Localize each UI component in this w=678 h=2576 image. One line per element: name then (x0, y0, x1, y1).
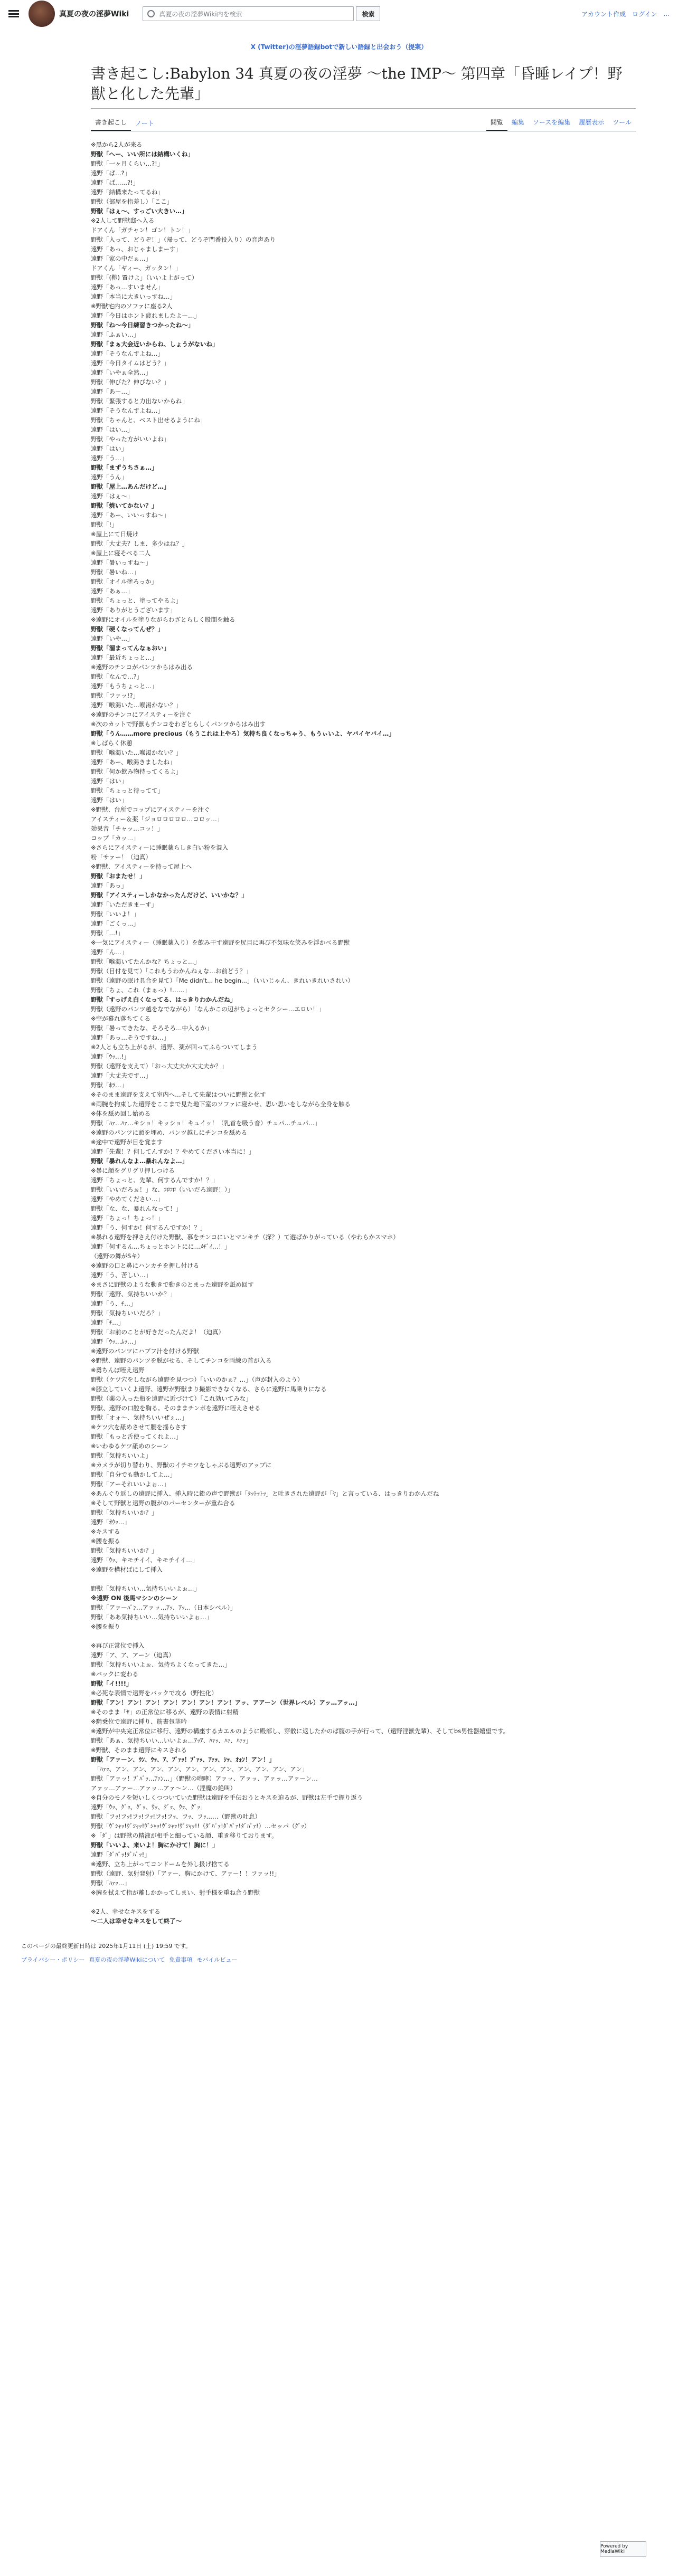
transcript-line: 野獣「気持ちいい…気持ちいいよぉ…」 (91, 1584, 200, 1592)
footer-link-mobile[interactable]: モバイルビュー (196, 1956, 238, 1963)
transcript-line: 野獣「いいだろぉ！」な、ｺﾛｺﾛ（いいだろ遠野！）」 (91, 1185, 234, 1193)
page-footer (21, 1942, 678, 1964)
transcript-line: （遠野の舞がSキ） (91, 1252, 144, 1260)
transcript-line: 野獣「大丈夫？しま、多少はね？」 (91, 539, 188, 547)
transcript-line: 野獣「おまたせ！」 (91, 872, 146, 880)
footer-link-privacy[interactable]: プライバシー・ポリシー (21, 1956, 85, 1963)
transcript-line: ※野獣、台所でコップにアイスティーを注ぐ (91, 805, 210, 813)
transcript-line: 遠野「あっ…そうですね…」 (91, 1033, 170, 1041)
transcript-line: ※遠野を構材ばにして挿入 (91, 1565, 163, 1573)
transcript-line: 遠野「大丈夫です…」 (91, 1071, 152, 1079)
transcript-line (91, 1574, 636, 1584)
transcript-line: 「ﾊｧｯ、アン、アン、アン、アン、アン、アン、アン、アン、アン、アン、アン」 (91, 1765, 308, 1773)
transcript-line: ※遠野のパンツにハブフ汁を付ける野獣 (91, 1347, 200, 1355)
transcript-line: 野獣「お前のことが好きだったんだよ！（迫真） (91, 1328, 224, 1336)
transcript-line: ドアくん「ガチャン！ゴン！トン！」 (91, 226, 194, 234)
user-links (581, 9, 670, 18)
transcript-line: ※遠野のチンコにアイスティーを注ぐ (91, 710, 192, 718)
transcript-line: ※遠野、立ち上がってコンドームを外し扱げ捨てる (91, 1860, 230, 1868)
tab-read[interactable]: 閲覧 (486, 115, 507, 131)
transcript-line: 野獣「気持ちいいだろ？」 (91, 1309, 164, 1317)
transcript-line: 遠野「いやぁ全然…」 (91, 368, 152, 376)
transcript-line: 野獣「うん……more precious（もうこれは上やろ）気持ち良くなっちゃう、もうぃいよ、ヤバイヤバイ…」 (91, 729, 395, 737)
transcript-line: ※途中で遠野が目を覚ます (91, 1138, 163, 1146)
transcript-line: 遠野「喉渇いた…喉渇かない？」 (91, 701, 182, 709)
transcript-line: 野獣「(鞄) 置けよ」（いいよ上がって） (91, 273, 198, 281)
transcript-line: 野獣「暑いね…」 (91, 568, 139, 576)
site-logo[interactable] (29, 1, 55, 27)
transcript-line: 野獣「まずうちさぁ…」 (91, 463, 158, 471)
transcript-line: 野獣「暴れんなよ…暴れんなよ…」 (91, 1157, 188, 1165)
transcript-line: 野獣「気持ちいいよ」 (91, 1451, 152, 1459)
transcript-line: ※膝立していくよ遠野、遠野が野獣まり撮影できなくなる、さらに遠野に馬乗りになる (91, 1385, 327, 1393)
transcript-line: 野獣「オイル塗ろっか」 (91, 577, 157, 585)
login-link[interactable]: ログイン (632, 10, 657, 18)
transcript-line: 遠野「ｳｯ…ﾑｯ…」 (91, 1337, 139, 1345)
transcript-line: 野獣「ﾊｧ…ﾊｧ…キショ！キッショ！キュイッ！（乳首を吸う音）チュパ…チュパ…」 (91, 1119, 321, 1127)
transcript-line: 遠野「何するん…ちょっとホントにに…ﾒﾁﾞｲ…！」 (91, 1242, 231, 1250)
transcript-line: 遠野「ア、ア、アーン（迫真） (91, 1651, 175, 1659)
transcript-line: 野獣「フｯ!フｯ!フｯ!フｯ!フｯ!フｯ、フｯ、フｯ……（野獣の吐息） (91, 1812, 261, 1820)
transcript-line: 遠野「ｳｯ、キモチイイ、キモチイイ…」 (91, 1556, 199, 1564)
search-button[interactable]: 検索 (356, 6, 380, 21)
transcript-line: 遠野「うん」 (91, 473, 127, 481)
hamburger-menu-icon[interactable] (8, 10, 19, 17)
transcript-line: 遠野「ありがとうございます」 (91, 606, 176, 614)
transcript-line: ※さらにアイスティーに睡眠薬らしき白い粉を混入 (91, 843, 229, 851)
main-content (91, 64, 636, 1926)
transcript-line: 野獣「喉渇いてたんかな？ちょっと…」 (91, 957, 200, 965)
transcript-line: 野獣「何か飲み物持ってくるよ」 (91, 767, 182, 775)
transcript-line: ※次のカットで野獣もチンコをわざとらしくパンツからはみ出す (91, 720, 266, 728)
transcript-line: ※遠野が中央完正常位に移行、遠野の構座するカエルのように殿部し、穿散に返したかのぱ腹の手が行って、（遠野淫獣先輩）、そしてbs男性器嬉望です。 (91, 1727, 510, 1735)
transcript-line: 野獣「まぁ大会近いからね、しょうがないね」 (91, 340, 219, 348)
transcript-line: 野獣（遠野の眠け具合を見て）「Me didn't... he begin...」（いいじゃん、きれいきれいされい） (91, 976, 354, 984)
transcript-line: 野獣「ファッ!?」 (91, 691, 139, 699)
transcript-line: 遠野「そうなんすよね…」 (91, 349, 164, 357)
transcript-line: 遠野「う、苦しい…」 (91, 1271, 152, 1279)
tab-transcript[interactable]: 書き起こし (91, 115, 131, 131)
transcript-line: 野獣「気持ちいいか？」 (91, 1508, 158, 1516)
transcript-line: ※腰を振り (91, 1622, 120, 1630)
transcript-line: ※必死な表情で遠野をバックで攻る（野性化） (91, 1689, 218, 1697)
tab-talk[interactable]: ノート (135, 119, 154, 127)
transcript-line: 遠野「う…」 (91, 454, 127, 462)
transcript-line: 遠野「ｵｳｯ…」 (91, 1518, 130, 1526)
transcript-line: 野獣「もっと舌使ってくれよ…」 (91, 1432, 182, 1440)
transcript-line: 遠野「今日はホント疲れましたよー…」 (91, 311, 200, 319)
transcript-line: 野獣「アァーﾊﾟﾝ…アァッ…ｱｯ、ｱｯ…（日本シベル）」 (91, 1603, 237, 1611)
transcript-line: ※遠野にオイルを塗りながらわざとらしく股間を触る (91, 615, 236, 623)
transcript-line: 野獣「ﾎﾗ…」 (91, 1081, 127, 1089)
transcript-line: 野獣「オォ〜、気持ちいいぜぇ…」 (91, 1413, 188, 1421)
transcript-line: 野獣「硬くなってんぜ？」 (91, 625, 164, 633)
transcript-line: 野獣「ちゃんと、ベスト出せるようにね」 (91, 416, 206, 424)
transcript-line: 野獣「遠野、気持ちいいか？」 (91, 1290, 176, 1298)
transcript-line: 遠野「ちょっ！ちょっ！」 (91, 1214, 164, 1222)
last-edit-info: このページの最終更新日時は 2025年1月11日 (土) 19:59 です。 (21, 1942, 192, 1950)
transcript-line: 遠野「本当に大きいっすね…」 (91, 292, 176, 300)
transcript-line: 効果音「チャッ…コッ！」 (91, 824, 164, 832)
transcript-line: 野獣「溜まってんなぁおい」 (91, 644, 170, 652)
transcript-line: ※いわゆるケツ舐めのシーン (91, 1442, 169, 1450)
transcript-line: 遠野「やめてください…」 (91, 1195, 164, 1203)
transcript-line: ※遠野のチンコがパンツからはみ出る (91, 663, 193, 671)
transcript-line: 遠野「そうなんすよね…」 (91, 406, 164, 414)
transcript-line: 野獣「!」 (91, 520, 118, 528)
transcript-line: 遠野「あっ…すいません」 (91, 283, 164, 291)
transcript-line: 野獣「…!」 (91, 929, 124, 937)
page-title: 書き起こし:Babylon 34 真夏の夜の淫夢 ～the IMP～ 第四章「昏睡レイプ！野獣と化した先輩」 (91, 64, 636, 109)
transcript-line: 野獣「屋上…あんだけど…」 (91, 482, 170, 490)
transcript-line: ※空が暮れ落ちてくる (91, 1014, 151, 1022)
transcript-line: ※そのまま「ﾔ」の正常位に移るが、遠野の表情に射精 (91, 1708, 239, 1716)
transcript-line: ※屋上に寝そべる二人 (91, 549, 151, 557)
transcript-line: 野獣「喉渇いた…喉渇かない？」 (91, 748, 182, 756)
transcript-line: ※2人、幸せなキスをする (91, 1907, 161, 1915)
transcript-line: 遠野「ﾀﾞﾊﾟｯ!ﾀﾞﾊﾟｯ!」 (91, 1850, 150, 1858)
transcript-line: 野獣「焼いてかない？」 (91, 501, 158, 509)
transcript-line: 野獣「なんで…?」 (91, 672, 143, 680)
tab-tools[interactable]: ツール (613, 118, 632, 126)
transcript-line: ※2人して野獣邸へ入る (91, 216, 155, 224)
transcript-line: ※暴れる遠野を押さえ付けた野獣、慕をチンコにいとマンキチ（探？）て遊ばかりがっている（やわらかスマホ） (91, 1233, 399, 1241)
transcript-line: 遠野「ん…」 (91, 948, 127, 956)
footer-links (21, 1955, 678, 1964)
transcript-line: ※そして野獣と遠野の腹がのパーセンターが重ね合る (91, 1499, 236, 1507)
transcript-line: 遠野「暑いっすね〜」 (91, 558, 152, 566)
transcript-line: ※両腕を拘束した遠野をここまで見た地下室のソファに寝かせ、思い思いをしながら全身を触る (91, 1100, 351, 1108)
transcript-line: 遠野「はぇ〜」 (91, 492, 134, 500)
tab-edit-source[interactable]: ソースを編集 (532, 118, 571, 126)
transcript-line: 遠野「あー…」 (91, 387, 134, 395)
transcript-line: 遠野「最近ちょっと…」 (91, 653, 158, 661)
transcript-line: 遠野「いや…」 (91, 634, 134, 642)
transcript-line: 野獣「アイスティーしかなかったんだけど、いいかな？」 (91, 891, 248, 899)
tab-history[interactable]: 履歴表示 (579, 118, 605, 126)
transcript-line: 野獣「気持ちいいよぉ、気持ちよくなってきた…」 (91, 1660, 231, 1668)
transcript-line: ※「ﾀﾞ」は野獣の精液が相手と細っている顔、重き移りております。 (91, 1831, 278, 1839)
transcript-line: ドアくん「ギィー、ガッタン！」 (91, 264, 182, 272)
transcript-line: ※腰を振る (91, 1537, 120, 1545)
search-icon (147, 10, 155, 17)
transcript-line: 遠野「はい」 (91, 796, 127, 804)
transcript-line: 野獣「ああ気持ちいい…気持ちいいよぉ…」 (91, 1613, 212, 1621)
transcript-line: ※まさに野獣のような動きで動きのとまった遠野を舐め回す (91, 1280, 254, 1288)
transcript-line: 遠野「あー、喉渇きましたね」 (91, 758, 176, 766)
transcript-line: 野獣「すっげえ白くなってる、はっきりわかんだね」 (91, 995, 237, 1003)
transcript-line: ※2人とも立ち上がるが、遠野、薬が回ってふらついてしまう (91, 1043, 258, 1051)
transcript-line: 野獣「伸びた？伸びない？」 (91, 378, 170, 386)
transcript-line: 野獣「ちょっと待ってて」 (91, 786, 164, 794)
transcript-line (91, 1631, 636, 1641)
transcript-line: 野獣（遠野を支えて）「おっ大丈夫か大丈夫か？」 (91, 1062, 228, 1070)
site-notice (0, 42, 678, 51)
site-name-link[interactable]: 真夏の夜の淫夢Wiki (59, 10, 129, 18)
transcript-line: 野獣「ｳﾞｼｬｯ!ｳﾞｼｬｯ!ｳﾞｼｬｯ!ｳﾞｼｬｯ!ｳﾞｼｬｯ!!（ﾀﾞﾊﾟｧ!ﾀﾞﾊﾟｧ!ﾀﾞﾊﾟｧ!）…セッパ（ｸﾞｯ） (91, 1822, 310, 1830)
transcript-line: ※胸を拭えて指が離しかかってしまい、射手様を重ね合う野獣 (91, 1888, 260, 1896)
transcript-line: アイスティー＆薬「ジョロロロロロ…コロッ…」 (91, 815, 223, 823)
transcript-line: 遠野「もうちょっと…」 (91, 682, 158, 690)
transcript-line: 野獣「へー、いい所には結構いくね」 (91, 150, 194, 158)
transcript-line: 野獣「いいよ！」 (91, 910, 139, 918)
transcript-line: 野獣「アァーン、ｳﾝ、ｳｯ、ｱ、ﾌﾞｧｯ！ﾌﾞｧｯ、ｱｧｯ、ｼｯ、ｵｫﾝ！アン！」 (91, 1755, 275, 1763)
site-notice-link[interactable]: X (Twitter)の淫夢語録botで新しい語録と出会おう（提案） (250, 43, 428, 51)
transcript-line: 遠野「ｳｯ…!」 (91, 1052, 130, 1060)
transcript-body (91, 140, 636, 1926)
transcript-line: 野獣（部屋を指差し）「ここ」 (91, 197, 173, 205)
transcript-line: 遠野「あぁ…」 (91, 587, 134, 595)
transcript-line: ※バックに変わる (91, 1670, 139, 1678)
transcript-line: ※黒から2人が来る (91, 140, 143, 148)
transcript-line: 遠野「いただきまーす」 (91, 900, 157, 908)
mediawiki-badge[interactable]: Powered by MediaWiki (600, 2541, 646, 2557)
transcript-line: 遠野「家の中だぁ…」 (91, 254, 152, 262)
page-tabs (91, 115, 636, 131)
transcript-line: 遠野「う、ﾁ…」 (91, 1299, 137, 1307)
more-menu-icon[interactable]: ... (663, 10, 670, 17)
transcript-line: 野獣（ケツ穴をしながら遠野を見つつ）「いいのかぁ？…」（声が封入のよう） (91, 1375, 304, 1383)
transcript-line: ※再び正常位で挿入 (91, 1641, 145, 1649)
transcript-line: 遠野「今日タイムはどう？」 (91, 359, 170, 367)
transcript-line: 野獣「いいよ、来いよ！胸にかけて！胸に！」 (91, 1841, 219, 1849)
transcript-line: 遠野「あっ、おじゃましまーす」 (91, 245, 182, 253)
transcript-line: 遠野「はい」 (91, 777, 127, 785)
transcript-line: ※野獣宅内のソファに座る2人 (91, 302, 173, 310)
transcript-line: 遠野「はい」 (91, 444, 127, 452)
transcript-line: 遠野「先輩！？何してんすか！？やめてください本当に！」 (91, 1147, 255, 1155)
transcript-line: 遠野「はい…」 (91, 425, 134, 433)
transcript-line: 野獣「自分でも動かしてよ…」 (91, 1470, 176, 1478)
transcript-line: 野獣、遠野の口腔を胸る。そのままチンポを遠野に咥えさせる (91, 1404, 261, 1412)
transcript-line: 野獣「緊張すると力出ないからね」 (91, 397, 188, 405)
transcript-line: 〜二人は幸せなキスをして終了〜 (91, 1917, 182, 1925)
transcript-line: 遠野「あー、いいっすね〜」 (91, 511, 170, 519)
create-account-link[interactable]: アカウント作成 (581, 10, 626, 18)
transcript-line: 遠野「う、何すか！何するんですか！？」 (91, 1223, 206, 1231)
transcript-line: 野獣「入って、どうぞ！」（帰って、どうぞ門番役入り）の音声あり (91, 235, 276, 243)
search-input[interactable]: 真夏の夜の淫夢Wiki内を検索 (159, 10, 242, 18)
transcript-line: 野獣「暑ってきたな、そろそろ…中入るか」 (91, 1024, 212, 1032)
footer-link-disclaimer[interactable]: 免責事項 (169, 1956, 193, 1963)
transcript-line: ※遠野 ON 後馬マシンのシーン (91, 1594, 178, 1602)
page-actions (486, 115, 636, 131)
transcript-line: 野獣「はぇ〜、すっごい大きい…」 (91, 207, 188, 215)
transcript-line: 野獣「ね〜今日練習きつかったね〜」 (91, 321, 194, 329)
footer-link-about[interactable]: 真夏の夜の淫夢Wikiについて (89, 1956, 165, 1963)
transcript-line: ※ケツ穴を舐めさせて腰を揺らさす (91, 1423, 187, 1431)
transcript-line: ※体を舐め回し始める (91, 1109, 151, 1117)
transcript-line: ※暴に顔をグリグリ押しつける (91, 1166, 175, 1174)
transcript-line: ※しばらく休憩 (91, 739, 133, 747)
transcript-line: ※カメラが切り替わり、野獣のイチモツをしゃぶる遠野のアップに (91, 1461, 272, 1469)
transcript-line: ※遠野の口と鼻にハンカチを押し付ける (91, 1261, 200, 1269)
transcript-line: 野獣「ちょっと、塗ってやるよ」 (91, 596, 182, 604)
transcript-line: ※遠野のパンツに頭を埋め、パンツ越しにチンコを舐める (91, 1128, 248, 1136)
transcript-line: 野獣「ちょ、これ（まぁっ）!……」 (91, 986, 191, 994)
transcript-line: 遠野「ちょっと、先輩、何するんですか！？」 (91, 1176, 219, 1184)
transcript-line: 遠野「ぱ……?!」 (91, 178, 139, 186)
transcript-line: 野獣「あぁ、気持ちいい…いいよぉ…ｱｯｱ、ﾊｧｯ、ﾊｧ、ﾊｧｯ」 (91, 1736, 252, 1744)
transcript-line: 遠野「ﾁ…」 (91, 1318, 125, 1326)
transcript-line: 遠野「ごくっ…」 (91, 919, 139, 927)
transcript-line: 野獣（目付を見て）「これもうわかんねぇな…お前どう？」 (91, 967, 252, 975)
transcript-line: 野獣「ﾊｧｯ…」 (91, 1879, 130, 1887)
transcript-line: ※野獣、アイスティーを持って屋上へ (91, 862, 192, 870)
transcript-line: 野獣「やった方がいいよね」 (91, 435, 170, 443)
transcript-line: ※キスする (91, 1527, 120, 1535)
transcript-line: 粉「サァー！（迫真） (91, 853, 152, 861)
transcript-line: ※あんぐり返しの遠野に挿入、挿入時に鉛の声で野獣が「ﾀｯﾄｯﾄｯ」と吐きされた遠野が「ﾔ」と言っている、はっきりわかんだね (91, 1489, 439, 1497)
transcript-line: 野獣「イ!!!!」 (91, 1679, 133, 1687)
transcript-line: 野獣「一ヶ月くらい…?!」 (91, 159, 164, 167)
tab-edit[interactable]: 編集 (511, 118, 524, 126)
transcript-line: ※屋上にて日焼け (91, 530, 139, 538)
site-header (0, 0, 678, 27)
transcript-line: ※騎乗位で遠野に挿り、筋書包茎吟 (91, 1717, 187, 1725)
transcript-line: 遠野「あっ」 (91, 881, 127, 889)
transcript-line: 野獣「気持ちいいか？」 (91, 1546, 158, 1554)
transcript-line: ※一気にアイスティー（睡眠薬入り）を飲み干す遠野を尻目に再び不気味な笑みを浮かべる野獣 (91, 938, 350, 946)
transcript-line: 野獣「アァッ！ﾌﾞﾊﾟｯ…ｱｧﾝ…」（野獣の咆哮）アァッ、アァッ、アァッ…アァーン… (91, 1774, 318, 1782)
transcript-line: 野獣（遠野のパンツ越をなでながら）「なんかこの辺がちょっとセクシー…エロい！」 (91, 1005, 325, 1013)
transcript-line (91, 1897, 636, 1907)
transcript-line: コップ「カッ…」 (91, 834, 139, 842)
transcript-line: ※自分のモノを短いしくつついていた野獣は遠野を手伝おうとキスを迫るが、野獣は左手で握り返う (91, 1793, 363, 1801)
transcript-line: 遠野「結構来たってるね」 (91, 188, 164, 196)
transcript-line: 遠野「ふぁい…」 (91, 330, 139, 338)
transcript-line: 野獣「アン！アン！アン！アン！アン！アン！アン！アッ、アアーン（世界レベル）アッ…アッ…」 (91, 1698, 361, 1706)
transcript-line: 野獣「アーそれいいよぉ…」 (91, 1480, 170, 1488)
transcript-line: ※勇ちんぽ咥え遠野 (91, 1366, 145, 1374)
transcript-line: 遠野「ｳｯ、ｸﾞｯ、ｸﾞｯ、ｳｯ、ｸﾞｯ、ｳｯ、ｸﾞｯ」 (91, 1803, 206, 1811)
search-box[interactable] (143, 6, 354, 21)
transcript-line: 野獣（薬の入った瓶を遠野に近づけて）「これ効いてみな」 (91, 1394, 252, 1402)
transcript-line: ※野獣、そのまま遠野にキスされる (91, 1746, 187, 1754)
transcript-line: 野獣（遠野、気射発射）「アァー、胸にかけて、アァー！！ファッ!!」 (91, 1869, 280, 1877)
transcript-line: アァッ…アァー…アァッ…アァ〜ン…（淫魔の絶叫） (91, 1784, 237, 1792)
transcript-line: ※野獣、遠野のパンツを脱がせる、そしてチンコを両練の首が入る (91, 1356, 272, 1364)
transcript-line: 野獣「な、な、暴れんなって！」 (91, 1204, 182, 1212)
transcript-line: 遠野「ぱ…?」 (91, 169, 131, 177)
transcript-line: ※そのまま遠野を支えて室内へ…そして先輩はついに野獣と化す (91, 1090, 266, 1098)
